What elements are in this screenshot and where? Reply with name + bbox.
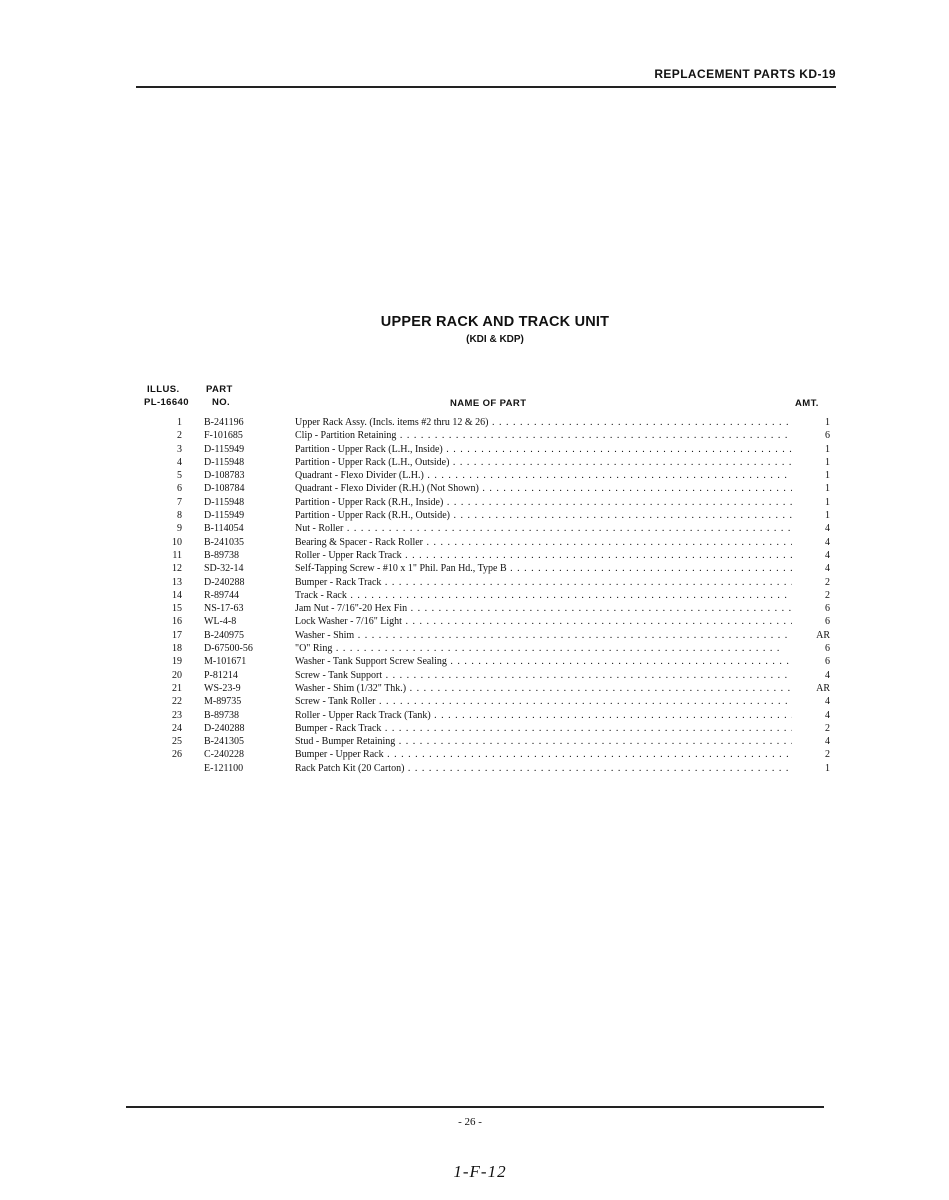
part-amount: 4 — [825, 523, 830, 535]
column-header-illus: ILLUS. — [147, 384, 180, 395]
illus-number: 11 — [172, 549, 182, 561]
part-number: D-108783 — [204, 470, 245, 482]
table-row — [140, 416, 840, 429]
table-row — [140, 615, 840, 628]
part-amount: 4 — [825, 736, 830, 748]
footer-rule — [126, 1106, 824, 1108]
table-row — [140, 695, 840, 708]
illus-number: 5 — [177, 470, 182, 482]
part-number: B-241196 — [204, 417, 244, 428]
part-number: D-108784 — [204, 483, 245, 495]
part-amount: AR — [816, 682, 830, 694]
table-row — [140, 522, 840, 535]
part-number: WS-23-9 — [204, 682, 241, 694]
illus-number: 22 — [172, 696, 182, 708]
part-name: Washer - Shim (1/32" Thk.) . . . — [295, 682, 792, 695]
table-row — [140, 709, 840, 722]
part-name: Self-Tapping Screw - #10 x 1" Phil. Pan Hd., Type B . . . — [295, 562, 792, 575]
illus-number: 23 — [172, 709, 182, 721]
part-amount: 6 — [825, 656, 830, 668]
part-name: "O" Ring . . . — [295, 642, 792, 655]
part-name: Quadrant - Flexo Divider (R.H.) (Not Shown) . . . — [295, 482, 792, 495]
part-amount: 2 — [825, 722, 830, 734]
column-header-part: PART — [206, 384, 233, 395]
part-amount: 4 — [825, 696, 830, 708]
part-name: Quadrant - Flexo Divider (L.H.) . . . — [295, 469, 792, 482]
column-header-name: NAME OF PART — [450, 398, 527, 409]
table-row — [140, 655, 840, 668]
table-row — [140, 748, 840, 761]
part-name: Bumper - Upper Rack . . . — [295, 748, 792, 761]
column-header-part-no: NO. — [212, 397, 231, 408]
part-number: SD-32-14 — [204, 563, 244, 575]
part-amount: 1 — [825, 762, 830, 774]
illus-number: 26 — [172, 749, 182, 761]
table-row — [140, 496, 840, 509]
illus-number: 19 — [172, 656, 182, 668]
part-number: D-115949 — [204, 510, 245, 522]
part-number: E-121100 — [204, 762, 244, 774]
illus-number: 14 — [172, 589, 182, 601]
table-row — [140, 562, 840, 575]
table-row — [140, 602, 840, 615]
page-header-title: REPLACEMENT PARTS KD-19 — [654, 67, 836, 81]
column-header-illus-figure: PL-16640 — [144, 397, 189, 408]
part-amount: 2 — [825, 576, 830, 588]
part-number: C-240228 — [204, 749, 244, 761]
illus-number: 6 — [177, 483, 182, 495]
part-number: M-101671 — [204, 656, 247, 668]
part-amount: 4 — [825, 563, 830, 575]
part-number: B-114054 — [204, 523, 244, 535]
handwritten-note: 1-F-12 — [453, 1162, 507, 1181]
part-number: D-240288 — [204, 576, 245, 588]
page-number: - 26 - — [458, 1116, 482, 1128]
table-row — [140, 642, 840, 655]
part-number: D-115948 — [204, 456, 245, 468]
illus-number: 21 — [172, 682, 182, 694]
part-name: Washer - Tank Support Screw Sealing . . . — [295, 655, 792, 668]
part-amount: 2 — [825, 589, 830, 601]
illus-number: 17 — [172, 629, 182, 641]
part-number: F-101685 — [204, 430, 243, 442]
part-name: Partition - Upper Rack (L.H., Outside) . . . — [295, 456, 792, 469]
illus-number: 18 — [172, 643, 182, 655]
part-number: P-81214 — [204, 669, 238, 681]
illus-number: 20 — [172, 669, 182, 681]
part-number: B-241305 — [204, 736, 244, 748]
illus-number: 12 — [172, 563, 182, 575]
illus-number: 15 — [172, 603, 182, 615]
table-row — [140, 469, 840, 482]
section-title: UPPER RACK AND TRACK UNIT — [380, 314, 610, 330]
illus-number: 10 — [172, 536, 182, 548]
parts-table — [140, 416, 840, 775]
part-name: Partition - Upper Rack (L.H., Inside) . . . — [295, 443, 792, 456]
part-amount: 1 — [825, 443, 830, 455]
part-number: B-89738 — [204, 709, 239, 721]
illus-number: 4 — [177, 456, 182, 468]
part-name: Rack Patch Kit (20 Carton) . . . — [295, 762, 792, 775]
part-number: D-67500-56 — [204, 643, 253, 655]
illus-number: 24 — [172, 722, 182, 734]
header-rule — [136, 86, 836, 88]
part-name: Bumper - Rack Track . . . — [295, 576, 792, 589]
table-row — [140, 576, 840, 589]
part-number: B-241035 — [204, 536, 244, 548]
part-name: Screw - Tank Roller . . . — [295, 695, 792, 708]
illus-number: 13 — [172, 576, 182, 588]
part-amount: 4 — [825, 549, 830, 561]
part-number: D-115949 — [204, 443, 245, 455]
part-number: NS-17-63 — [204, 603, 244, 615]
part-amount: 1 — [825, 510, 830, 522]
part-amount: 4 — [825, 536, 830, 548]
part-name: Lock Washer - 7/16" Light . . . — [295, 615, 792, 628]
part-number: M-89735 — [204, 696, 242, 708]
part-amount: 6 — [825, 643, 830, 655]
part-number: B-240975 — [204, 629, 244, 641]
table-row — [140, 735, 840, 748]
table-row — [140, 549, 840, 562]
part-name: Roller - Upper Rack Track . . . — [295, 549, 792, 562]
part-name: Nut - Roller . . . — [295, 522, 792, 535]
table-row — [140, 443, 840, 456]
part-name: Stud - Bumper Retaining . . . — [295, 735, 792, 748]
part-amount: 1 — [825, 483, 830, 495]
part-amount: 1 — [825, 417, 830, 428]
part-name: Washer - Shim . . . — [295, 629, 792, 642]
part-name: Bearing & Spacer - Rack Roller . . . — [295, 536, 792, 549]
table-row — [140, 429, 840, 442]
table-row — [140, 456, 840, 469]
illus-number: 3 — [177, 443, 182, 455]
part-name: Jam Nut - 7/16"-20 Hex Fin . . . — [295, 602, 792, 615]
part-name: Partition - Upper Rack (R.H., Inside) . . . — [295, 496, 792, 509]
part-number: B-89738 — [204, 549, 239, 561]
column-header-amount: AMT. — [795, 398, 819, 409]
illus-number: 7 — [177, 496, 182, 508]
part-number: D-115948 — [204, 496, 245, 508]
table-row — [140, 589, 840, 602]
illus-number: 25 — [172, 736, 182, 748]
illus-number: 9 — [177, 523, 182, 535]
illus-number: 8 — [177, 510, 182, 522]
table-row — [140, 682, 840, 695]
part-amount: 1 — [825, 496, 830, 508]
table-row — [140, 722, 840, 735]
illus-number: 16 — [172, 616, 182, 628]
part-amount: 4 — [825, 669, 830, 681]
part-amount: 4 — [825, 709, 830, 721]
part-name: Roller - Upper Rack Track (Tank) . . . — [295, 709, 792, 722]
part-name: Partition - Upper Rack (R.H., Outside) . . . — [295, 509, 792, 522]
table-row — [140, 629, 840, 642]
illus-number: 2 — [177, 430, 182, 442]
part-amount: 6 — [825, 430, 830, 442]
part-amount: AR — [816, 629, 830, 641]
table-row — [140, 482, 840, 495]
part-name: Screw - Tank Support . . . — [295, 669, 792, 682]
part-amount: 6 — [825, 616, 830, 628]
part-amount: 2 — [825, 749, 830, 761]
section-subtitle: (KDI & KDP) — [466, 334, 524, 345]
part-name: Upper Rack Assy. (Incls. items #2 thru 12 & 26) . . . — [295, 416, 792, 429]
table-row — [140, 536, 840, 549]
part-amount: 1 — [825, 470, 830, 482]
table-row — [140, 762, 840, 775]
table-row — [140, 509, 840, 522]
part-number: D-240288 — [204, 722, 245, 734]
part-name: Bumper - Rack Track . . . — [295, 722, 792, 735]
part-amount: 6 — [825, 603, 830, 615]
part-name: Clip - Partition Retaining . . . — [295, 429, 792, 442]
illus-number: 1 — [177, 417, 182, 428]
part-name: Track - Rack . . . — [295, 589, 792, 602]
part-number: WL-4-8 — [204, 616, 237, 628]
part-amount: 1 — [825, 456, 830, 468]
table-row — [140, 669, 840, 682]
part-number: R-89744 — [204, 589, 239, 601]
